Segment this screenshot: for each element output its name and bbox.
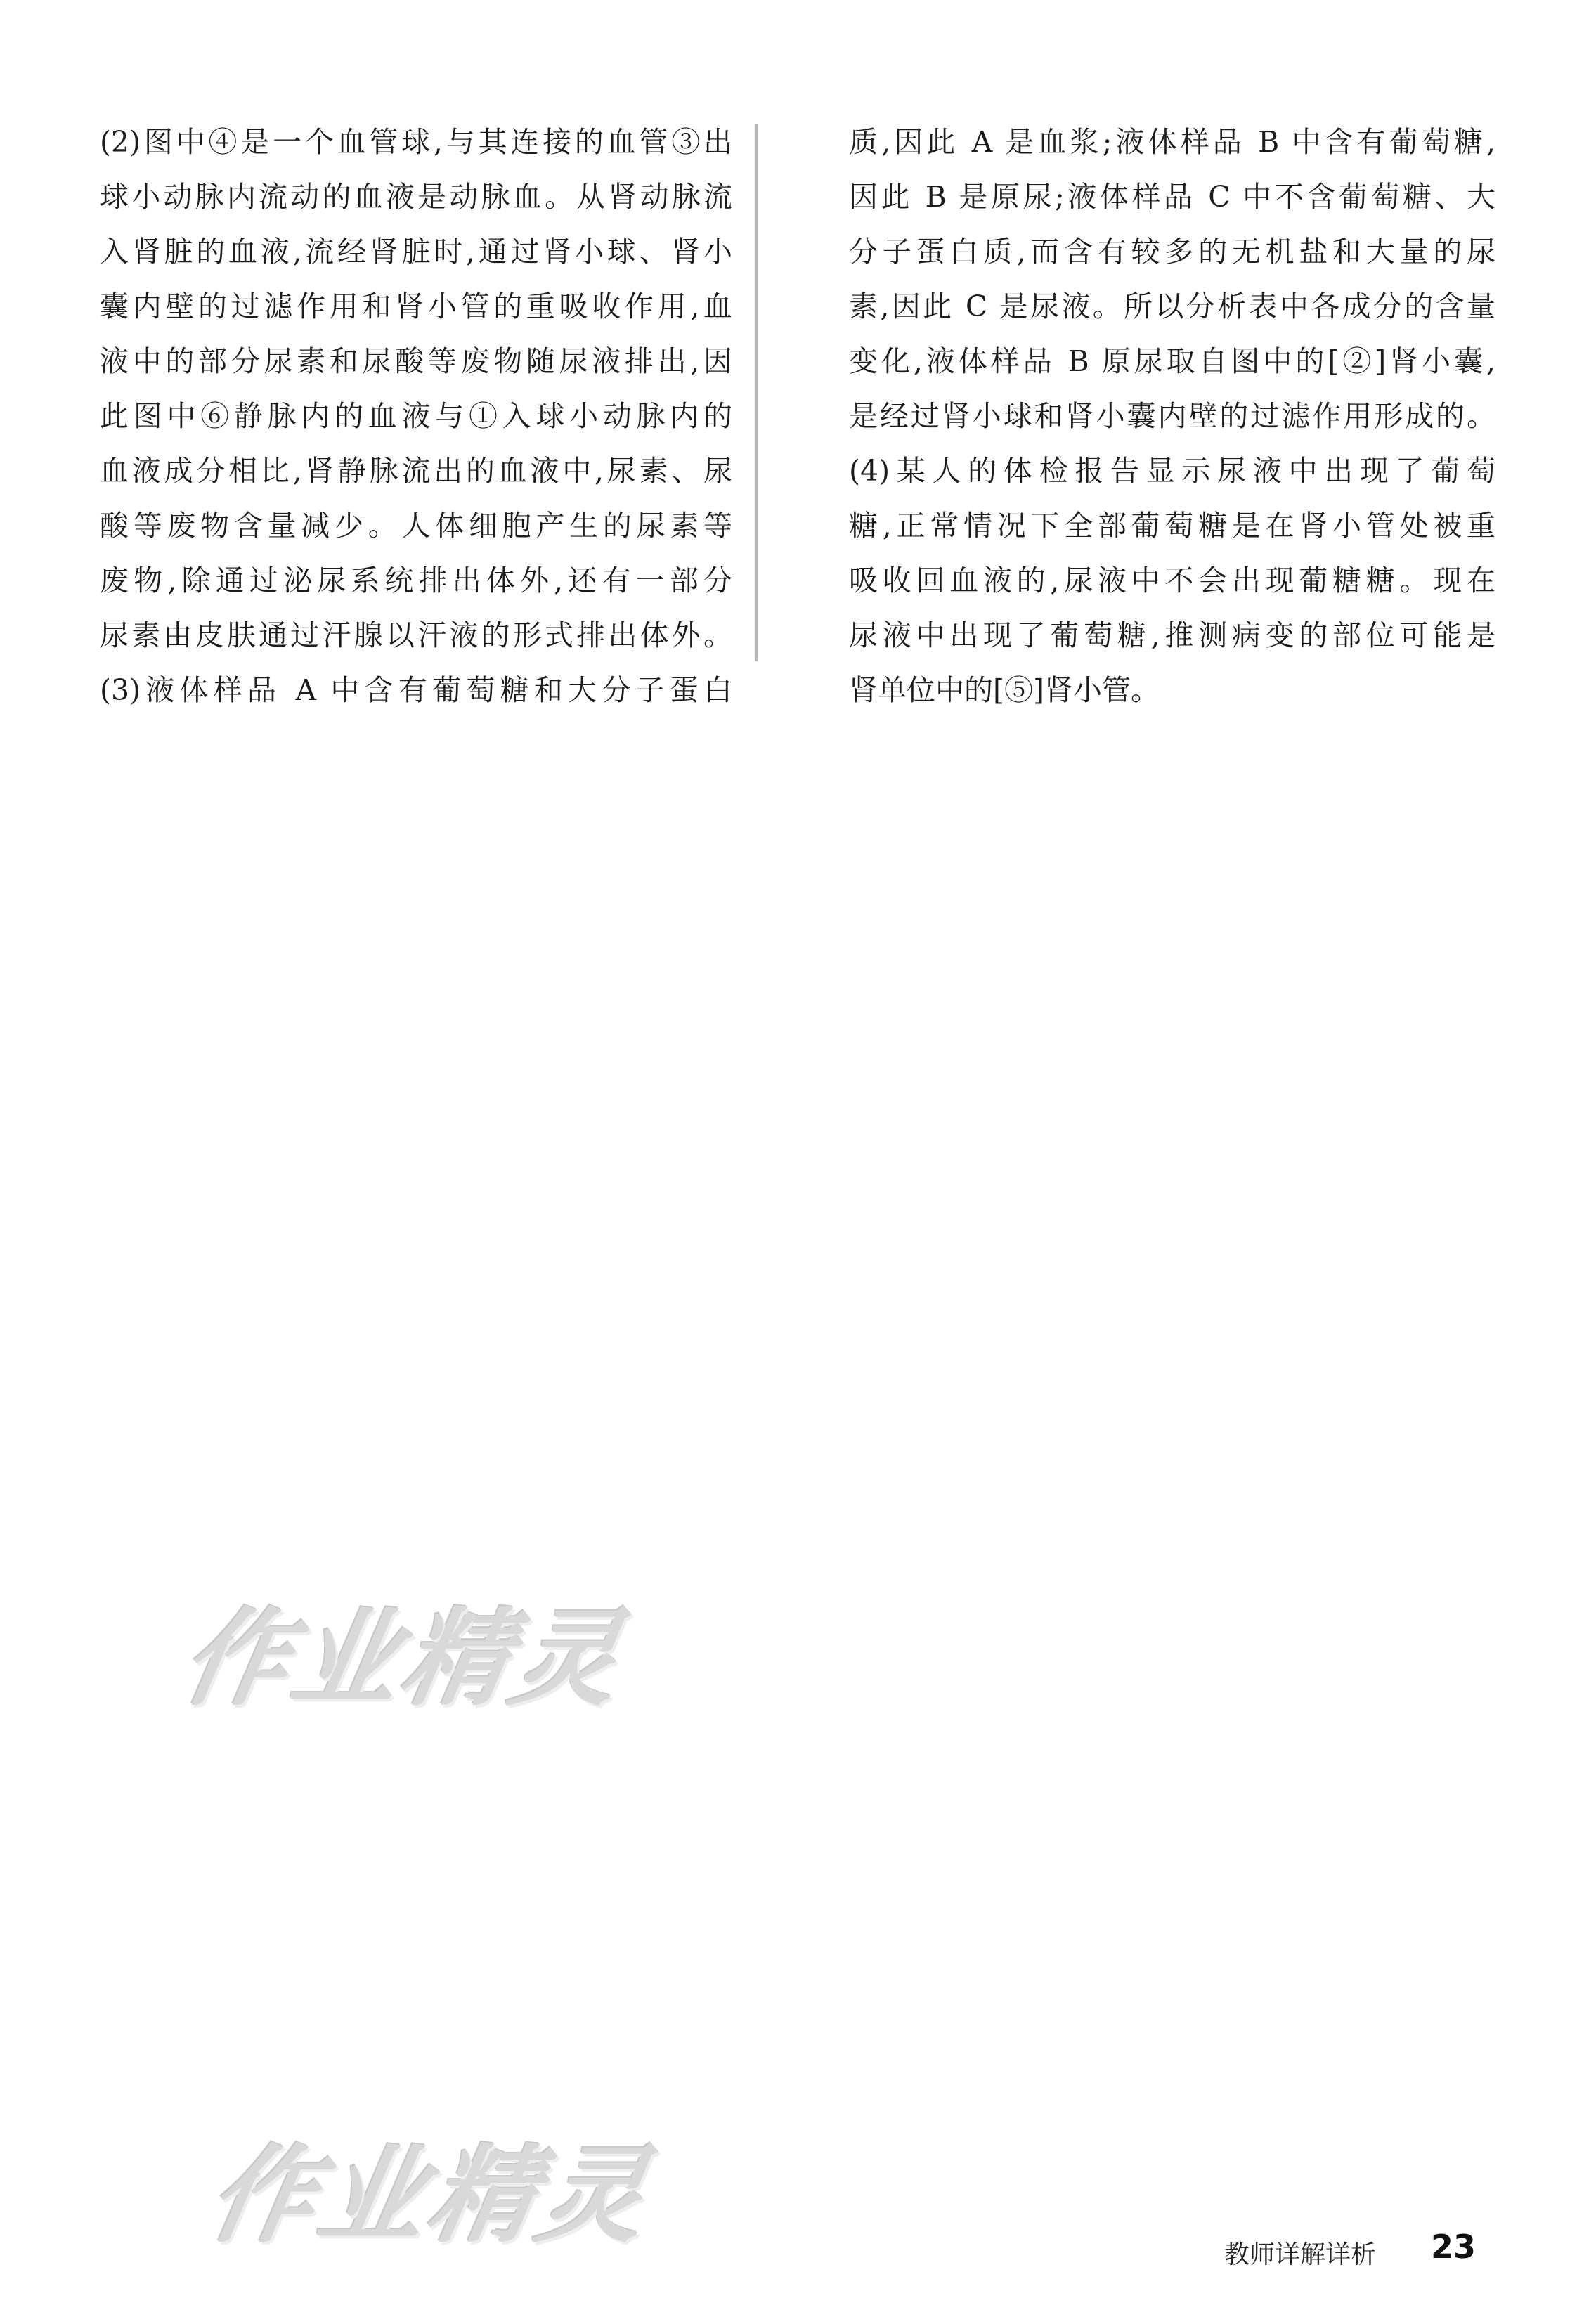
text-line: 尿素由皮肤通过汗腺以汗液的形式排出体外。 <box>100 618 732 652</box>
text-line: 此图中⑥静脉内的血液与①入球小动脉内的 <box>100 399 732 433</box>
right-text-column <box>849 115 1495 718</box>
text-line: 分子蛋白质,而含有较多的无机盐和大量的尿 <box>849 235 1495 268</box>
text-line: 废物,除通过泌尿系统排出体外,还有一部分 <box>100 564 732 597</box>
watermark: 作业精灵 <box>173 1598 634 1720</box>
footer-label: 教师详解详析 <box>1224 2240 1377 2269</box>
text-line: 球小动脉内流动的血液是动脉血。从肾动脉流 <box>100 180 732 214</box>
text-line: 血液成分相比,肾静脉流出的血液中,尿素、尿 <box>100 454 732 488</box>
text-line: 尿液中出现了葡萄糖,推测病变的部位可能是 <box>849 618 1495 652</box>
text-line: 肾单位中的[⑤]肾小管。 <box>849 673 1160 707</box>
text-line: 是经过肾小球和肾小囊内壁的过滤作用形成的。 <box>849 399 1495 433</box>
text-line: 入肾脏的血液,流经肾脏时,通过肾小球、肾小 <box>100 235 732 268</box>
text-line: 变化,液体样品 B 原尿取自图中的[②]肾小囊, <box>849 344 1495 378</box>
text-line: (2)图中④是一个血管球,与其连接的血管③出 <box>100 125 732 159</box>
text-line: (4)某人的体检报告显示尿液中出现了葡萄 <box>849 454 1495 488</box>
column-divider <box>755 124 758 661</box>
text-line: (3)液体样品 A 中含有葡萄糖和大分子蛋白 <box>100 673 732 707</box>
text-line: 素,因此 C 是尿液。所以分析表中各成分的含量 <box>849 290 1495 323</box>
text-line: 糖,正常情况下全部葡萄糖是在肾小管处被重 <box>849 509 1495 543</box>
text-line: 质,因此 A 是血浆;液体样品 B 中含有葡萄糖, <box>849 125 1495 159</box>
text-line: 吸收回血液的,尿液中不会出现葡糖糖。现在 <box>849 564 1495 597</box>
watermark: 作业精灵 <box>200 2135 661 2257</box>
left-text-column <box>100 115 732 718</box>
page-number: 23 <box>1431 2228 1477 2266</box>
text-line: 酸等废物含量减少。人体细胞产生的尿素等 <box>100 509 732 543</box>
text-line: 液中的部分尿素和尿酸等废物随尿液排出,因 <box>100 344 732 378</box>
text-line: 囊内壁的过滤作用和肾小管的重吸收作用,血 <box>100 290 732 323</box>
text-line: 因此 B 是原尿;液体样品 C 中不含葡萄糖、大 <box>849 180 1495 214</box>
